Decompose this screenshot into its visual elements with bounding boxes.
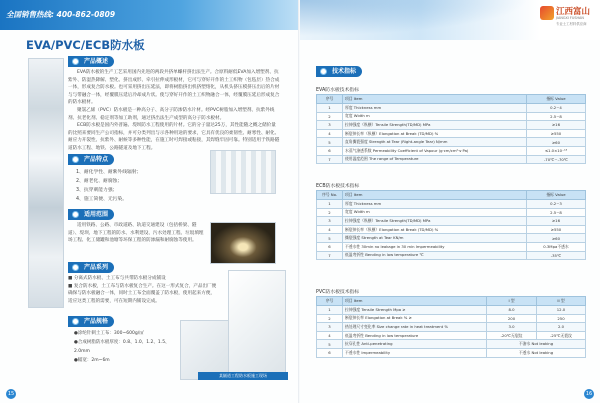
hotline-banner (0, 0, 300, 30)
table-row (317, 121, 586, 130)
cell-item: 热处理尺寸变化率 Size change rate in heat treatment % (343, 323, 487, 332)
feature-item: 2、耐老化、耐腐蚀； (76, 179, 123, 184)
cell-type-2: -25℃无裂纹 (537, 331, 586, 340)
cell-item: 低温弯折性 Bending in low temperature ℃ (343, 251, 527, 260)
cell-item: 厚度 Thickness mm (343, 104, 527, 113)
cell-value: 2.5~8 (527, 112, 586, 121)
cell-value: ≥16 (527, 121, 586, 130)
pvc-spec-table (316, 296, 586, 358)
intro-paragraph-3: ECB防水板是国内外普遍、堤坝防水工程使用的片材。它的分子量达25万，其性能随之概之储价量的比照来要同生产公司指标，并可分类列出与示各种用途的要求，它具有优良的柔韧性、耐寒性、耐化、耐应力开裂性、抗紫外、耐候等多种性能，在施工时可焊接或粘接，其焊缝牢固可靠。特别适用于铁路隧道防水工程、地铁、公路隧道及地下工程。 (68, 123, 280, 151)
cell-item: 不透水性 30min no leakage in 30 min Impermeability (343, 242, 527, 251)
cell-no: 1 (317, 104, 343, 113)
cell-no: 7 (317, 155, 343, 164)
table-row (317, 217, 586, 226)
cell-value: ≥550 (527, 225, 586, 234)
hotline-number: 400-862-0809 (56, 10, 116, 19)
cell-value: ≤1.0×10⁻¹³ (527, 146, 586, 155)
col-value: 指标 Value (527, 191, 586, 200)
hotline (6, 9, 115, 20)
cell-value: ≥550 (527, 129, 586, 138)
cell-item: 水蒸气渗透系数 Permeability Coefficient of Vapour (g·cm/cm²·s·Pa) (343, 146, 527, 155)
table-row (317, 331, 586, 340)
cell-item: 使用温度范围 The range of Temperature (343, 155, 527, 164)
cell-type-1: 200 (487, 314, 537, 323)
cell-no: 2 (317, 112, 343, 121)
section-usage-badge (68, 209, 114, 220)
section-features-badge (68, 154, 114, 165)
ecb-spec-table (316, 190, 586, 260)
right-header (300, 0, 600, 40)
company-name: 江西富山 (556, 7, 591, 17)
cell-item: 断裂伸长率（纵横）Elongation at Break (TD/MD) % (343, 225, 527, 234)
table-row (317, 200, 586, 209)
table-row (317, 208, 586, 217)
cell-no: 1 (317, 306, 343, 315)
series-item: ■ 复合防水板，土工布与防水板复合生产。在这一形式复合，产品出厂便确保与防水板融合一体，同时土工布全面覆盖了防水板，使用起来方便，适应这类工程的需要，可在短期内铺设完成。 (68, 283, 217, 304)
table-row (317, 314, 586, 323)
bullet-icon (72, 264, 79, 271)
product-roll-photo (28, 58, 64, 308)
spec-item: ●合成树脂防水板厚度：0.8、1.0、1.2、1.5、2.0mm (74, 340, 170, 354)
cell-item: 断裂伸长率（纵横）Elongation at Break (TD/MD) % (343, 129, 527, 138)
cell-value: 0.3Mpa不透水 (527, 242, 586, 251)
cell-item: 断裂伸长率 Elongation at Break % ≥ (343, 314, 487, 323)
section-intro-badge (68, 56, 114, 67)
spec-item: ●幅宽：2m~6m (74, 358, 110, 363)
col-no: 序号 No. (317, 191, 343, 200)
cell-type-1: 8.0 (487, 306, 537, 315)
cell-merged-value: 不渗水 Not leaking (487, 340, 586, 349)
cell-no: 6 (317, 348, 343, 357)
cell-value: -35℃ (527, 251, 586, 260)
cell-type-2: 12.0 (537, 306, 586, 315)
col-no: 序号 (317, 95, 343, 104)
col-type-2: II 型 (537, 297, 586, 306)
cell-value: ≥16 (527, 217, 586, 226)
table-row (317, 323, 586, 332)
cell-no: 1 (317, 200, 343, 209)
cell-item: 厚度 Thickness mm (343, 200, 527, 209)
series-item-text: 复合防水板，土工布与防水板复合生产。在这一形式复合，产品出厂便确保与防水板融合一体，同时土工布全面覆盖了防水板，使用起来方便，适应这类工程的需要，可在短期内铺设完成。 (68, 283, 217, 304)
specs-list (74, 329, 184, 365)
section-usage-label: 适用范围 (84, 211, 109, 218)
cell-type-1: -20℃无裂纹 (487, 331, 537, 340)
cell-no: 6 (317, 242, 343, 251)
table-row (317, 129, 586, 138)
cell-value: 2.5~8 (527, 208, 586, 217)
company-name-en: JIANGXI FUSHAN (556, 16, 584, 20)
cell-item: 拉伸强度（纵横）Tensile Strength(TD/MD) MPa (343, 217, 527, 226)
cell-value: -70℃~-70℃ (527, 155, 586, 164)
intro-paragraph-1: EVA防水板的生产工艺采用国内先进的两段共挤单螺杆挤出法生产。合原料耐低EVA加入增塑剂、抗紫外、防湿热降解、塑化、挤出成形、牵引拉伸成形板材，它可与穿好开作的土工织物（包毡层）热合成一体，形成复合防水板。也可采用挤出压延法，即将树脂挤出机挤塑熔化，从机头挤压模挤压出后的片材与与带融合一体，经覆膜压延后冷却成片状。使与穿好开作的土工织物融合一体，经覆膜压延后形成复合的防水板材。 (68, 70, 280, 106)
product-stack-photo (210, 150, 276, 194)
feature-item: 1、耐化学性、耐紫外线辐射； (76, 170, 142, 175)
company-logo-icon (540, 6, 554, 20)
intro-paragraph-2: 聚氯乙烯（PVC）防水板是一种高分子、高分子防渗防水片材。经PVC树脂加入增塑剂、抗紫外线剂、抗老化剂、稳定剂等加工助剂，通过挤出法生产成型的高分子防水板材。 (68, 107, 275, 121)
table-row (317, 155, 586, 164)
cell-no: 5 (317, 340, 343, 349)
spec-item: ●涂纶针刺土工布：300~600g/㎡ (74, 331, 144, 336)
pvc-table-title: PVC防水板技术指标 (316, 290, 360, 295)
cell-no: 5 (317, 234, 343, 243)
table-header-row (317, 95, 586, 104)
bullet-icon (72, 211, 79, 218)
features-list (76, 168, 206, 204)
series-item-text: 分离式防水板、土工布与共带防水板分成铺设 (73, 276, 166, 281)
bullet-icon (320, 68, 327, 75)
page-title: EVA/PVC/ECB防水板 (26, 38, 145, 52)
table-row (317, 234, 586, 243)
col-item: 项目 Item (343, 297, 487, 306)
hotline-label: 全国销售热线: (6, 10, 54, 19)
section-series-label: 产品系列 (84, 264, 109, 271)
table-row (317, 225, 586, 234)
cell-type-1: 3.0 (487, 323, 537, 332)
cell-item: 直角撕裂强度 Strength at Tear (Right-angle Tear) N/mm (343, 138, 527, 147)
section-tech-label: 技术指标 (332, 68, 357, 75)
membrane-fold-photo (228, 270, 286, 380)
section-specs-badge (68, 316, 114, 327)
usage-paragraph: 适用铁路、公路、市政道路、轨道交通建设（包括桥梁、隧道）、堤坝、地下工程的防水、水利建设、污水处理工程、垃圾填埋场工程、化工储罐和池塘等环保工程的防渗漏和耐腐蚀等使用。 (68, 223, 204, 244)
cell-value: ≥60 (527, 234, 586, 243)
bullet-icon (72, 156, 79, 163)
col-value: 指标 Value (527, 95, 586, 104)
table-row (317, 112, 586, 121)
cell-no: 7 (317, 251, 343, 260)
cell-item: 宽度 Width m (343, 112, 527, 121)
cell-item: 拉伸强度 Tensile Strength Mpa ≥ (343, 306, 487, 315)
cell-type-2: 2.0 (537, 323, 586, 332)
table-row (317, 146, 586, 155)
cell-item: 拉伸强度（纵横）Tensile Strength(TD/MD) MPa (343, 121, 527, 130)
cell-item: 抗穿孔性 Anti-penetrating (343, 340, 487, 349)
usage-text (68, 222, 206, 245)
series-item: ■ 分离式防水板、土工布与共带防水板分成铺设 (68, 276, 166, 281)
cell-value: ≥60 (527, 138, 586, 147)
table-row (317, 138, 586, 147)
cell-no: 4 (317, 331, 343, 340)
section-series-badge (68, 262, 114, 273)
cell-no: 2 (317, 314, 343, 323)
series-list (68, 275, 218, 305)
cell-item: 不透水性 Impermeability (343, 348, 487, 357)
page-number-right: 16 (585, 391, 593, 397)
col-type-1: I 型 (487, 297, 537, 306)
cell-value: 0.2~4 (527, 104, 586, 113)
cell-no: 3 (317, 217, 343, 226)
table-row (317, 251, 586, 260)
cell-value: 0.2~3 (527, 200, 586, 209)
cell-item: 宽度 Width m (343, 208, 527, 217)
cell-no: 4 (317, 225, 343, 234)
col-item: 项目 Item (343, 95, 527, 104)
table-header-row (317, 297, 586, 306)
cell-no: 6 (317, 146, 343, 155)
cell-type-2: 250 (537, 314, 586, 323)
section-specs-label: 产品规格 (84, 318, 109, 325)
section-tech-badge (316, 66, 362, 77)
page-number-left: 15 (7, 391, 15, 397)
feature-item: 4、施工简便、无污染。 (76, 197, 128, 202)
cell-no: 3 (317, 323, 343, 332)
cell-merged-value: 不透水 Not leaking (487, 348, 586, 357)
tunnel-photo (210, 222, 276, 264)
table-row (317, 104, 586, 113)
table-row (317, 242, 586, 251)
cell-no: 2 (317, 208, 343, 217)
bullet-icon (72, 58, 79, 65)
company-slogan: 专业土工材料供应商 (556, 22, 587, 26)
table-row (317, 306, 586, 315)
table-row (317, 340, 586, 349)
eva-spec-table (316, 94, 586, 164)
table-header-row (317, 191, 586, 200)
cell-no: 3 (317, 121, 343, 130)
table-row (317, 348, 586, 357)
feature-item: 3、抗穿刺能力强； (76, 188, 118, 193)
section-features-label: 产品特点 (84, 156, 109, 163)
eva-table-title: EVA防水板技术指标 (316, 88, 359, 93)
cell-item: 撕裂强度 Strength at Tear KN/m (343, 234, 527, 243)
ecb-table-title: ECB防水板技术指标 (316, 184, 360, 189)
section-intro-label: 产品概述 (84, 58, 109, 65)
bullet-icon (72, 318, 79, 325)
cell-no: 5 (317, 138, 343, 147)
intro-text (68, 69, 280, 153)
cell-item: 低温弯折性 Bending in low temperature (343, 331, 487, 340)
col-item: 项目 Item (343, 191, 527, 200)
photo-caption: 某隧道工程防水板施工现场 (198, 372, 288, 380)
header-swoosh (300, 0, 530, 36)
col-no: 序号 (317, 297, 343, 306)
cell-no: 4 (317, 129, 343, 138)
right-page (300, 0, 600, 403)
